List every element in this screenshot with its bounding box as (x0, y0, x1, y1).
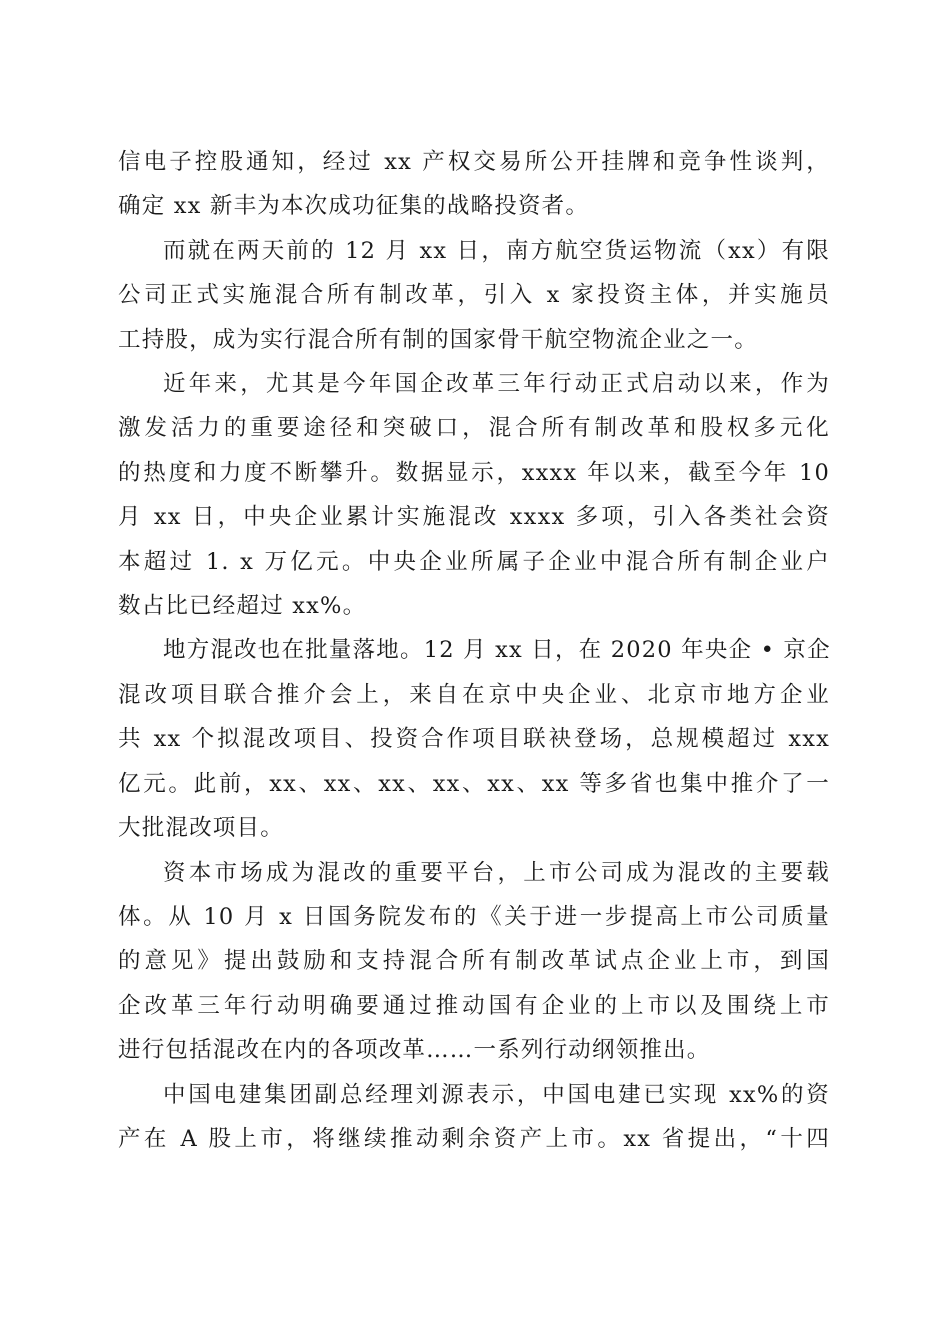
text-line: 信电子控股通知，经过 xx 产权交易所公开挂牌和竞争性谈判， (118, 149, 830, 175)
paragraph-1 (118, 140, 830, 229)
text-line: 亿元。此前，xx、xx、xx、xx、xx、xx 等多省也集中推介了一 (118, 770, 830, 797)
text-line: 数占比已经超过 xx%。 (118, 593, 367, 620)
text-line: 的热度和力度不断攀升。数据显示，xxxx 年以来，截至今年 10 (118, 459, 830, 486)
text-line: 产在 A 股上市，将继续推动剩余资产上市。xx 省提出，“十四 (118, 1125, 830, 1152)
paragraph-4 (118, 628, 830, 850)
text-line: 确定 xx 新丰为本次成功征集的战略投资者。 (118, 193, 590, 220)
text-line: 企改革三年行动明确要通过推动国有企业的上市以及围绕上市 (118, 992, 830, 1019)
paragraph-3 (118, 362, 830, 628)
document-body (118, 140, 830, 1161)
text-line: 近年来，尤其是今年国企改革三年行动正式启动以来，作为 (163, 371, 830, 398)
text-line: 共 xx 个拟混改项目、投资合作项目联袂登场，总规模超过 xxx (118, 726, 830, 753)
text-line: 工持股，成为实行混合所有制的国家骨干航空物流企业之一。 (118, 326, 758, 353)
text-line: 混改项目联合推介会上，来自在京中央企业、北京市地方企业 (118, 681, 830, 708)
text-line: 月 xx 日，中央企业累计实施混改 xxxx 多项，引入各类社会资 (118, 504, 830, 531)
text-line: 激发活力的重要途径和突破口，混合所有制改革和股权多元化 (118, 415, 830, 442)
text-line: 地方混改也在批量落地。12 月 xx 日，在 2020 年央企 • 京企 (163, 637, 831, 664)
text-line: 资本市场成为混改的重要平台，上市公司成为混改的主要载 (163, 859, 830, 886)
text-line: 公司正式实施混合所有制改革，引入 x 家投资主体，并实施员 (118, 282, 830, 309)
paragraph-2 (118, 229, 830, 362)
text-line: 本超过 1. x 万亿元。中央企业所属子企业中混合所有制企业户 (118, 548, 830, 575)
text-line: 大批混改项目。 (118, 815, 284, 842)
text-line: 而就在两天前的 12 月 xx 日，南方航空货运物流（xx）有限 (163, 237, 830, 264)
paragraph-5 (118, 851, 830, 1073)
text-line: 的意见》提出鼓励和支持混合所有制改革试点企业上市，到国 (118, 948, 830, 975)
text-line: 中国电建集团副总经理刘源表示，中国电建已实现 xx%的资 (163, 1081, 830, 1108)
text-line: 体。从 10 月 x 日国务院发布的《关于进一步提高上市公司质量 (118, 903, 830, 930)
text-line: 进行包括混改在内的各项改革……一系列行动纲领推出。 (118, 1037, 711, 1064)
paragraph-6 (118, 1073, 830, 1162)
